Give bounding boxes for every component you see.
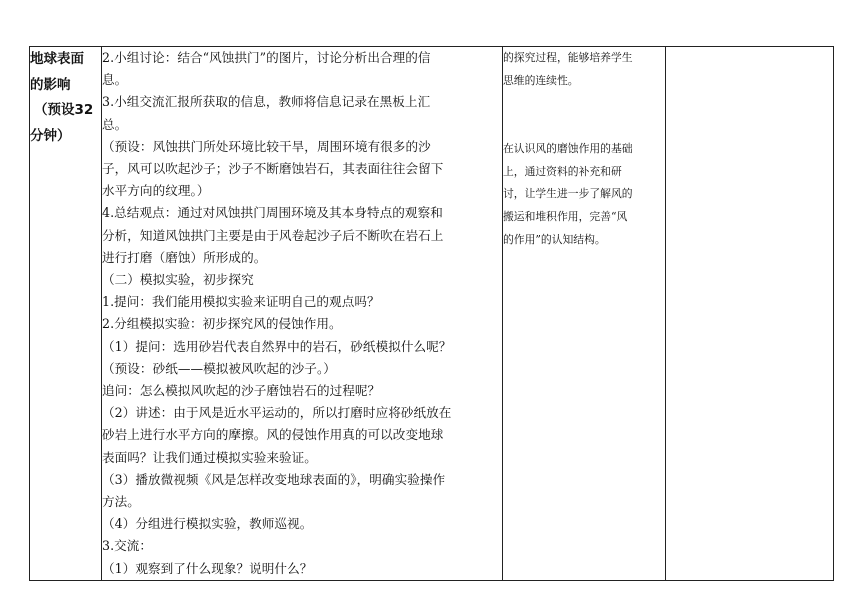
activity-line: （预设：砂纸——模拟被风吹起的沙子。） (102, 360, 336, 376)
intent-line: 的探究过程，能够培养学生 (503, 51, 633, 64)
activity-line: （1）提问：选用砂岩代表自然界中的岩石，砂纸模拟什么呢？ (102, 338, 452, 354)
activity-line: （1）观察到了什么现象？说明什么？ (102, 560, 313, 576)
activity-line: 息。 (102, 72, 128, 88)
intent-line: 的作用”的认知结构。 (503, 232, 606, 246)
activity-cell (102, 47, 503, 581)
topic-cell (30, 47, 102, 581)
activity-line: 水平方向的纹理。） (102, 183, 210, 199)
activity-line: 砂岩上进行水平方向的摩擦。风的侵蚀作用真的可以改变地球 (102, 427, 444, 443)
topic-line: 地球表面 (30, 51, 84, 67)
activity-line: 1.提问：我们能用模拟实验来证明自己的观点吗？ (102, 294, 380, 310)
activity-line: 2.小组讨论：结合“风蚀拱门”的图片，讨论分析出合理的信 (102, 50, 431, 65)
activity-line: 3.交流： (102, 538, 153, 554)
activity-line: 4.总结观点：通过对风蚀拱门周围环境及其本身特点的观察和 (102, 205, 443, 221)
topic-line: （预设32 (34, 102, 94, 118)
activity-line: 表面吗？让我们通过模拟实验来验证。 (102, 449, 317, 465)
paragraph-gap (503, 92, 665, 138)
activity-line: （4）分组进行模拟实验，教师巡视。 (102, 516, 313, 532)
design-intent-cell (503, 47, 666, 581)
topic-line: 分钟） (30, 127, 71, 144)
activity-line: （2）讲述：由于风是近水平运动的，所以打磨时应将砂纸放在 (102, 405, 452, 421)
activity-line: （二）模拟实验，初步探究 (102, 272, 254, 288)
table-row (30, 47, 834, 581)
intent-line: 在认识风的磨蚀作用的基础 (503, 142, 633, 156)
intent-line: 搬运和堆积作用，完善“风 (503, 209, 628, 223)
activity-line: （预设：风蚀拱门所处环境比较干旱，周围环境有很多的沙 (102, 138, 431, 154)
activity-line: 进行打磨（磨蚀）所形成的。 (102, 249, 267, 265)
empty-cell (666, 47, 834, 581)
activity-line: 总。 (102, 116, 128, 132)
topic-line: 的影响 (30, 76, 71, 93)
intent-line: 讨，让学生进一步了解风的 (503, 187, 633, 201)
lesson-plan-table (29, 46, 834, 581)
activity-line: 分析，知道风蚀拱门主要是由于风卷起沙子后不断吹在岩石上 (102, 227, 444, 243)
activity-line: 3.小组交流汇报所获取的信息，教师将信息记录在黑板上汇 (102, 94, 431, 110)
activity-line: 2.分组模拟实验：初步探究风的侵蚀作用。 (102, 316, 342, 332)
intent-line: 上，通过资料的补充和研 (503, 164, 622, 178)
activity-line: 子，风可以吹起沙子；沙子不断磨蚀岩石，其表面往往会留下 (102, 161, 444, 177)
intent-line: 思维的连续性。 (503, 73, 579, 87)
activity-line: 追问：怎么模拟风吹起的沙子磨蚀岩石的过程呢？ (102, 383, 381, 399)
activity-line: 方法。 (102, 494, 140, 510)
activity-line: （3）播放微视频《风是怎样改变地球表面的》，明确实验操作 (102, 471, 446, 487)
